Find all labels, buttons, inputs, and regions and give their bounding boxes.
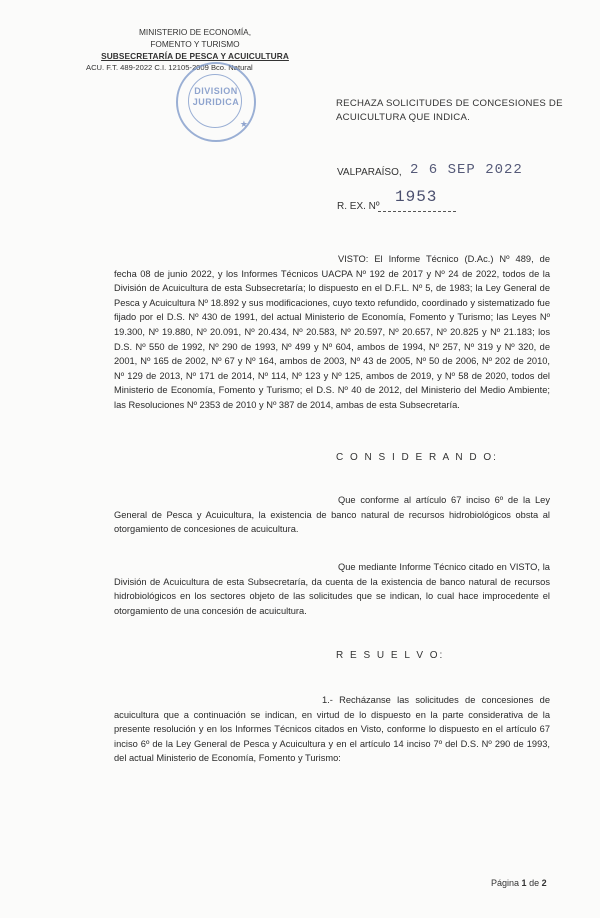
place-label: VALPARAÍSO, (337, 167, 402, 178)
rex-label: R. EX. Nº (337, 201, 380, 212)
file-reference: ACU. F.T. 489-2022 C.I. 12105-2009 Bco. Natural (86, 63, 253, 72)
resuelvo-1-body: acuicultura que a continuación se indican, en virtud de lo dispuesto en la parte considerativa de la presente resolución y en los Informes Técnicos citados en Visto, conforme lo dispuesto en el artículo 67 inciso 6º de la Ley General de Pesca y Acuicultura y en el artículo 14 inciso 7º del D.S. Nº 290 de 1993, del actual Ministerio de Economía, Fomento y Turismo: (114, 709, 550, 764)
division-juridica-stamp (176, 62, 256, 142)
resuelvo-heading: R E S U E L V O: (336, 650, 445, 661)
resuelvo-1-lead: 1.- Recházanse las solicitudes de concesiones de (322, 695, 550, 705)
considerando-1-body: General de Pesca y Acuicultura, la existencia de banco natural de recursos hidrobiológicos obsta al otorgamiento de concesiones de acuicultura. (114, 509, 550, 535)
subsecretaria-name: SUBSECRETARÍA DE PESCA Y ACUICULTURA (101, 51, 289, 61)
considerando-2-lead: Que mediante Informe Técnico citado en VISTO, (338, 562, 540, 572)
star-icon: ★ (239, 119, 248, 129)
considerando-2-body: la División de Acuicultura de esta Subsecretaría, da cuenta de la existencia de banco natural de recursos hidrobiológicos en los sectores objeto de las solicitudes que se indican, lo cual hace improcedente el otorgamiento de una concesión de acuicultura. (114, 562, 550, 616)
visto-lead: VISTO: El Informe Técnico (D.Ac.) Nº 489, de fecha (114, 254, 550, 279)
ministry-name-line1: MINISTERIO DE ECONOMÍA, (138, 27, 252, 37)
resolution-number: 1953 (395, 188, 438, 206)
ministry-name-line2: FOMENTO Y TURISMO (150, 39, 240, 49)
visto-body: 08 de junio 2022, y los Informes Técnicos UACPA Nº 192 de 2017 y Nº 24 de 2022, todos de la División de Acuicultura de esta Subsecretaría; lo dispuesto en el D.F.L. Nº 5, de 1983; la Ley General de Pesca y Acuicultura Nº 18.892 y sus modificaciones, cuyo texto refundido, coordinado y sistematizado fue fijado por el D.S. Nº 430 de 1991, del actual Ministerio de Economía, Fomento y Turismo; las Leyes Nº 19.300, Nº 19.880, Nº 20.091, Nº 20.434, Nº 20.583, Nº 20.597, Nº 20.657, Nº 20.825 y Nº 21.183; los D.S. Nº 550 de 1992, Nº 290 de 1993, Nº 499 y Nº 604, ambos de 1994, Nº 257, Nº 319 y Nº 320, de 2001, Nº 165 de 2002, Nº 67 y Nº 164, ambos de 2003, Nº 43 de 2005, Nº 50 de 2006, Nº 202 de 2010, Nº 129 de 2013, Nº 171 de 2014, Nº 114, Nº 123 y Nº 125, ambos de 2019, y Nº 58 de 2020, todos del Ministerio de Economía, Fomento y Turismo; el D.S. Nº 40 de 2012, del Ministerio del Medio Ambiente; las Resoluciones Nº 2353 de 2010 y Nº 387 de 2014, ambas de esta Subsecretaría. (114, 268, 550, 410)
considerando-paragraph-2 (114, 560, 550, 618)
page-number: Página 1 de 2 (491, 878, 547, 888)
considerando-paragraph-1 (114, 493, 550, 537)
rex-underline (378, 211, 456, 212)
resuelvo-paragraph-1 (114, 693, 550, 766)
stamp-text: DIVISION JURIDICA (192, 86, 240, 107)
resolution-subject: RECHAZA SOLICITUDES DE CONCESIONES DE ACUICULTURA QUE INDICA. (336, 98, 563, 123)
considerando-heading: C O N S I D E R A N D O: (336, 452, 498, 463)
date-stamp: 2 6 SEP 2022 (410, 162, 523, 178)
visto-paragraph (114, 252, 550, 413)
considerando-1-lead: Que conforme al artículo 67 inciso 6º de la Ley (338, 495, 550, 505)
